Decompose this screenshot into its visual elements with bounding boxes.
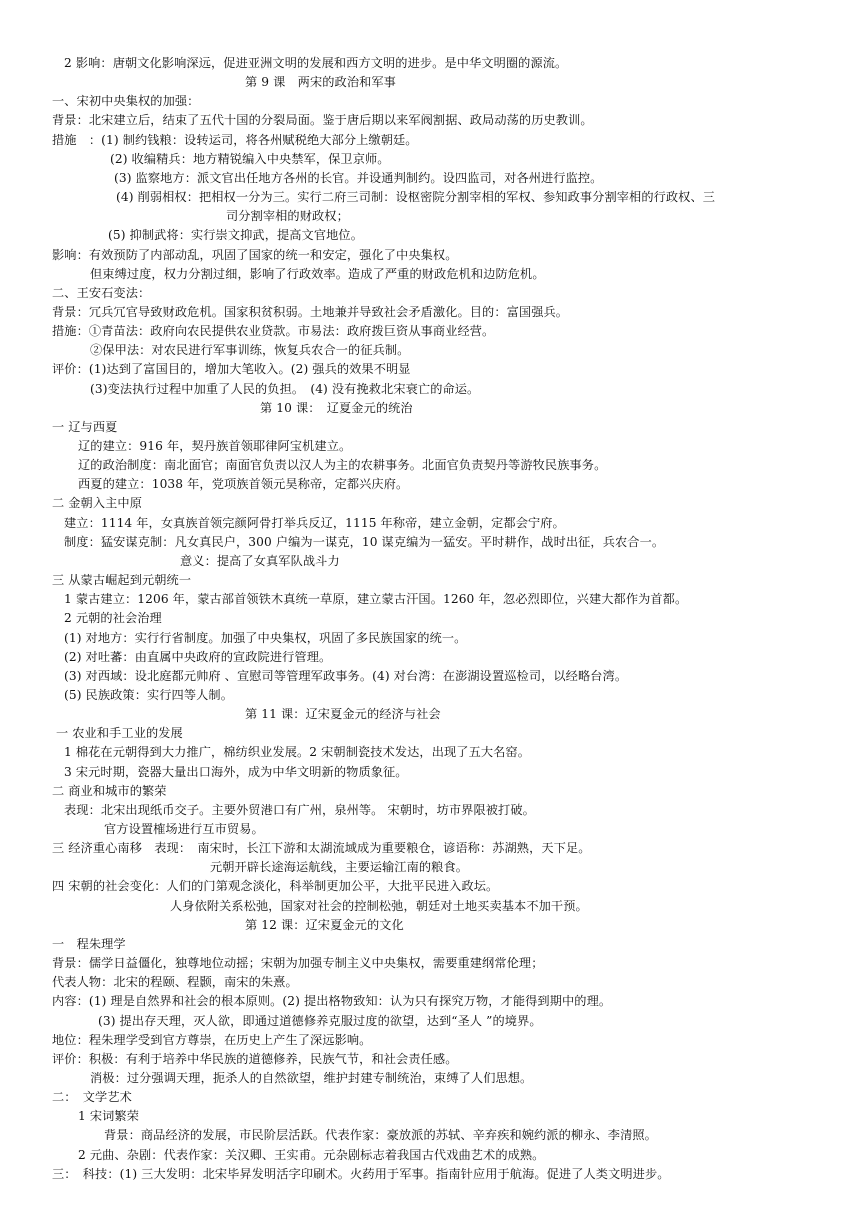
- text-line: 人身依附关系松弛，国家对社会的控制松弛，朝廷对土地买卖基本不加干预。: [170, 898, 588, 913]
- text-line: 2 影响：唐朝文化影响深远，促进亚洲文明的发展和西方文明的进步。是中华文明圈的源流。: [64, 56, 568, 70]
- text-line: 一 辽与西夏: [52, 419, 118, 434]
- text-line: 1 棉花在元朝得到大力推广，棉纺织业发展。2 宋朝制瓷技术发达，出现了五大名窑。: [64, 745, 531, 760]
- text-line: 西夏的建立：1038 年，党项族首领元昊称帝，定都兴庆府。: [78, 477, 409, 492]
- text-line: 内容：(1) 理是自然界和社会的根本原则。(2) 提出格物致知：认为只有探究万物，才能得到期中的理。: [52, 994, 612, 1009]
- text-line: 第 12 课：辽宋夏金元的文化: [245, 917, 404, 932]
- text-line: 辽的政治制度：南北面官；南面官负责以汉人为主的农耕事务。北面官负责契丹等游牧民族事务。: [78, 458, 607, 473]
- text-line: (3) 提出存天理，灭人欲，即通过道德修养克服过度的欲望，达到“圣人 ”的境界。: [98, 1013, 542, 1028]
- text-line: 意义：提高了女真军队战斗力: [180, 553, 340, 568]
- text-line: 1 宋词繁荣: [78, 1109, 139, 1124]
- text-line: (2) 对吐蕃：由直属中央政府的宣政院进行管理。: [64, 649, 332, 664]
- text-line: 影响：有效预防了内部动乱，巩固了国家的统一和安定，强化了中央集权。: [52, 247, 458, 262]
- text-line: 二 商业和城市的繁荣: [52, 783, 167, 798]
- text-line: 消极：过分强调天理，扼杀人的自然欲望，维护封建专制统治，束缚了人们思想。: [90, 1070, 533, 1085]
- text-line: 官方设置榷场进行互市贸易。: [104, 822, 264, 836]
- text-line: 背景：儒学日益僵化，独尊地位动摇；宋朝为加强专制主义中央集权，需要重建纲常伦理；: [52, 956, 544, 971]
- text-line: 2 元曲、杂剧：代表作家：关汉卿、王实甫。元杂剧标志着我国古代戏曲艺术的成熟。: [78, 1147, 545, 1162]
- text-line: 第 10 课： 辽夏金元的统治: [260, 400, 413, 415]
- text-line: 三： 科技：(1) 三大发明：北宋毕昇发明活字印刷术。火药用于军事。指南针应用于航海。促进了人类文明进步。: [52, 1166, 670, 1181]
- text-line: 司分割宰相的财政权；: [226, 209, 349, 224]
- text-line: (3)变法执行过程中加重了人民的负担。 (4) 没有挽救北宋衰亡的命运。: [90, 381, 480, 396]
- text-line: 一 程朱理学: [52, 936, 126, 951]
- text-line: (2) 收编精兵：地方精锐编入中央禁军，保卫京师。: [110, 151, 390, 166]
- text-line: (5) 民族政策：实行四等人制。: [64, 687, 233, 702]
- text-line: 3 宋元时期，瓷器大量出口海外，成为中华文明新的物质象征。: [64, 764, 408, 779]
- text-line: (5) 抑制武将：实行崇文抑武，提高文官地位。: [108, 228, 363, 243]
- text-line: 代表人物：北宋的程颐、程颢，南宋的朱熹。: [52, 975, 298, 990]
- text-line: 二： 文学艺术: [52, 1090, 132, 1105]
- text-line: (3) 监察地方：派文官出任地方各州的长官。并设通判制约。设四监司，对各州进行监控。: [114, 170, 603, 185]
- text-line: 评价：(1)达到了富国目的，增加大笔收入。(2) 强兵的效果不明显: [52, 362, 411, 377]
- text-line: ②保甲法：对农民进行军事训练，恢复兵农合一的征兵制。: [90, 343, 410, 358]
- text-line: 二 金朝入主中原: [52, 496, 142, 511]
- text-line: 措施 ：(1) 制约钱粮：设转运司，将各州赋税绝大部分上缴朝廷。: [52, 132, 418, 147]
- text-line: 表现：北宋出现纸币交子。主要外贸港口有广州，泉州等。 宋朝时，坊市界限被打破。: [64, 802, 535, 817]
- text-line: 措施：①青苗法：政府向农民提供农业贷款。市易法：政府拨巨资从事商业经营。: [52, 324, 495, 339]
- text-line: 元朝开辟长途海运航线，主要运输江南的粮食。: [210, 860, 469, 875]
- text-line: 三 从蒙古崛起到元朝统一: [52, 573, 192, 588]
- text-line: 2 元朝的社会治理: [64, 611, 162, 626]
- text-line: 建立：1114 年，女真族首领完颜阿骨打举兵反辽，1115 年称帝，建立金朝，定都会宁府。: [64, 515, 565, 530]
- text-line: 三 经济重心南移 表现： 南宋时，长江下游和太湖流域成为重要粮仓，谚语称：苏湖熟，天下足。: [52, 841, 591, 856]
- text-line: 一 农业和手工业的发展: [56, 726, 183, 741]
- text-line: 二、王安石变法：: [52, 285, 151, 300]
- text-line: 但束缚过度，权力分割过细，影响了行政效率。造成了严重的财政危机和边防危机。: [90, 266, 545, 281]
- text-line: 辽的建立：916 年，契丹族首领耶律阿宝机建立。: [78, 439, 352, 453]
- text-line: 制度：猛安谋克制：凡女真民户，300 户编为一谋克，10 谋克编为一猛安。平时耕作，战时出征，兵农合一。: [64, 534, 665, 549]
- text-line: 背景：冗兵冗官导致财政危机。国家积贫积弱。土地兼并导致社会矛盾激化。目的：富国强兵。: [52, 304, 569, 319]
- text-line: (1) 对地方：实行行省制度。加强了中央集权，巩固了多民族国家的统一。: [64, 630, 467, 645]
- text-line: 四 宋朝的社会变化：人们的门第观念淡化，科举制更加公平，大批平民进入政坛。: [52, 879, 499, 894]
- text-line: 第 9 课 两宋的政治和军事: [245, 75, 396, 90]
- text-line: 第 11 课：辽宋夏金元的经济与社会: [245, 707, 441, 722]
- text-line: 地位：程朱理学受到官方尊崇，在历史上产生了深远影响。: [52, 1032, 372, 1047]
- text-line: (3) 对西域：设北庭都元帅府 、宣慰司等管理军政事务。(4) 对台湾：在澎湖设置巡检司，以经略台湾。: [64, 668, 628, 683]
- text-line: 1 蒙古建立：1206 年，蒙古部首领铁木真统一草原，建立蒙古汗国。1260 年，忽必烈即位，兴建大都作为首都。: [64, 592, 688, 607]
- text-line: (4) 削弱相权：把相权一分为三。实行二府三司制：设枢密院分割宰相的军权、参知政事分割宰相的行政权、三: [116, 190, 716, 205]
- text-line: 背景：商品经济的发展，市民阶层活跃。代表作家：豪放派的苏轼、辛弃疾和婉约派的柳永、李清照。: [104, 1128, 657, 1143]
- text-line: 评价：积极：有利于培养中华民族的道德修养，民族气节，和社会责任感。: [52, 1051, 458, 1066]
- text-line: 背景：北宋建立后，结束了五代十国的分裂局面。鉴于唐后期以来军阀割据、政局动荡的历史教训。: [52, 113, 593, 128]
- text-line: 一、宋初中央集权的加强：: [52, 94, 200, 109]
